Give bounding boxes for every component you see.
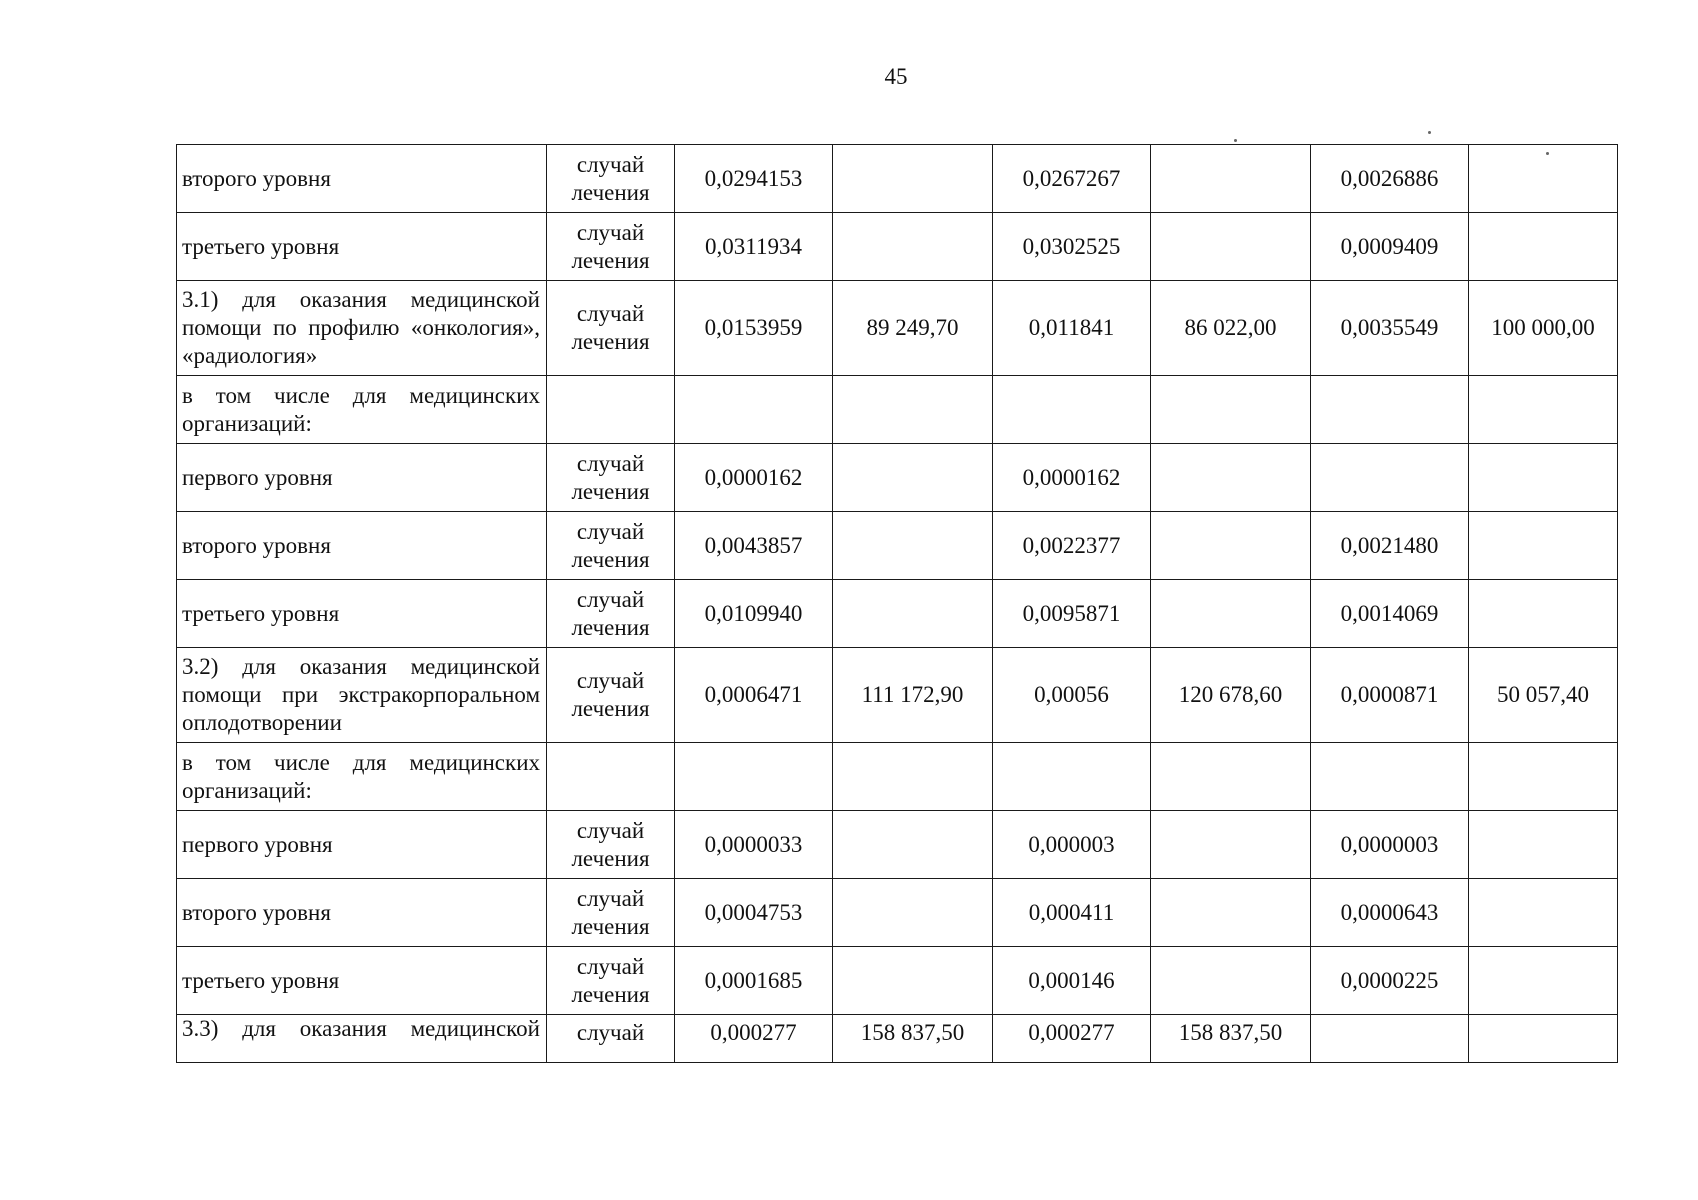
- table-row: [177, 512, 1618, 580]
- value-cell: 0,0043857: [675, 512, 833, 580]
- table-row: [177, 648, 1618, 743]
- value-cell: 0,000411: [993, 879, 1151, 947]
- value-cell: 0,0035549: [1311, 281, 1469, 376]
- value-cell: [1469, 145, 1618, 213]
- row-label: 3.2) для оказания медицинской помощи при экстракорпоральном оплодотворении: [177, 648, 547, 743]
- unit-cell: [547, 376, 675, 444]
- value-cell: [1469, 376, 1618, 444]
- value-cell: 0,0267267: [993, 145, 1151, 213]
- row-label: третьего уровня: [177, 213, 547, 281]
- value-cell: [833, 580, 993, 648]
- value-cell: [1151, 444, 1311, 512]
- value-cell: 0,0026886: [1311, 145, 1469, 213]
- value-cell: 0,0000225: [1311, 947, 1469, 1015]
- page-number: 45: [884, 64, 908, 89]
- row-label: первого уровня: [177, 811, 547, 879]
- unit-cell: случай лечения: [547, 281, 675, 376]
- value-cell: [1469, 1015, 1618, 1063]
- value-cell: [833, 811, 993, 879]
- unit-cell: [547, 743, 675, 811]
- unit-cell: случай лечения: [547, 648, 675, 743]
- value-cell: [833, 145, 993, 213]
- row-label: второго уровня: [177, 145, 547, 213]
- value-cell: [1469, 213, 1618, 281]
- value-cell: 0,0302525: [993, 213, 1151, 281]
- value-cell: [1151, 580, 1311, 648]
- table-row: [177, 444, 1618, 512]
- value-cell: [833, 947, 993, 1015]
- table-row: [177, 1015, 1618, 1063]
- row-label: 3.1) для оказания медицинской помощи по профилю «онкология», «радиология»: [177, 281, 547, 376]
- value-cell: 0,0004753: [675, 879, 833, 947]
- value-cell: 89 249,70: [833, 281, 993, 376]
- value-cell: 100 000,00: [1469, 281, 1618, 376]
- value-cell: [1311, 444, 1469, 512]
- value-cell: [1151, 376, 1311, 444]
- unit-cell: случай лечения: [547, 145, 675, 213]
- value-cell: [833, 444, 993, 512]
- unit-cell: случай лечения: [547, 512, 675, 580]
- value-cell: 0,0311934: [675, 213, 833, 281]
- value-cell: [675, 376, 833, 444]
- table-row: [177, 145, 1618, 213]
- table-row: [177, 811, 1618, 879]
- value-cell: [1151, 145, 1311, 213]
- value-cell: [1311, 1015, 1469, 1063]
- value-cell: [1151, 213, 1311, 281]
- value-cell: 120 678,60: [1151, 648, 1311, 743]
- unit-cell: случай лечения: [547, 947, 675, 1015]
- value-cell: [1151, 947, 1311, 1015]
- value-cell: [833, 512, 993, 580]
- table-row: [177, 947, 1618, 1015]
- value-cell: [1469, 947, 1618, 1015]
- value-cell: 0,0000003: [1311, 811, 1469, 879]
- value-cell: 0,0001685: [675, 947, 833, 1015]
- scan-speck: [1234, 139, 1237, 142]
- value-cell: 86 022,00: [1151, 281, 1311, 376]
- value-cell: 0,0095871: [993, 580, 1151, 648]
- value-cell: [1469, 811, 1618, 879]
- value-cell: [833, 213, 993, 281]
- value-cell: 0,0000033: [675, 811, 833, 879]
- unit-cell: случай лечения: [547, 811, 675, 879]
- value-cell: 0,000146: [993, 947, 1151, 1015]
- value-cell: 0,0022377: [993, 512, 1151, 580]
- table-row: [177, 281, 1618, 376]
- scan-speck: [1428, 131, 1431, 134]
- value-cell: 0,0294153: [675, 145, 833, 213]
- value-cell: [1469, 580, 1618, 648]
- row-label: в том числе для медицинских организаций:: [177, 743, 547, 811]
- value-cell: [1469, 879, 1618, 947]
- value-cell: 158 837,50: [1151, 1015, 1311, 1063]
- row-label: третьего уровня: [177, 947, 547, 1015]
- value-cell: 0,0109940: [675, 580, 833, 648]
- unit-cell: случай: [547, 1015, 675, 1063]
- value-cell: 158 837,50: [833, 1015, 993, 1063]
- value-cell: [675, 743, 833, 811]
- value-cell: [993, 376, 1151, 444]
- value-cell: [1151, 811, 1311, 879]
- unit-cell: случай лечения: [547, 879, 675, 947]
- unit-cell: случай лечения: [547, 213, 675, 281]
- value-cell: 0,0006471: [675, 648, 833, 743]
- value-cell: 0,0014069: [1311, 580, 1469, 648]
- row-label: третьего уровня: [177, 580, 547, 648]
- row-label: в том числе для медицинских организаций:: [177, 376, 547, 444]
- table-row: [177, 879, 1618, 947]
- value-cell: 0,0000643: [1311, 879, 1469, 947]
- value-cell: 50 057,40: [1469, 648, 1618, 743]
- row-label: второго уровня: [177, 879, 547, 947]
- value-cell: [1151, 512, 1311, 580]
- unit-cell: случай лечения: [547, 580, 675, 648]
- value-cell: 0,0009409: [1311, 213, 1469, 281]
- value-cell: 0,0000162: [993, 444, 1151, 512]
- value-cell: 0,000277: [675, 1015, 833, 1063]
- value-cell: [993, 743, 1151, 811]
- value-cell: 0,0153959: [675, 281, 833, 376]
- value-cell: 0,000277: [993, 1015, 1151, 1063]
- value-cell: 0,0000162: [675, 444, 833, 512]
- value-cell: [833, 879, 993, 947]
- row-label: 3.3) для оказания медицинской: [177, 1015, 547, 1063]
- value-cell: [1151, 743, 1311, 811]
- value-cell: 0,011841: [993, 281, 1151, 376]
- row-label: второго уровня: [177, 512, 547, 580]
- table-row: [177, 213, 1618, 281]
- table-row: [177, 580, 1618, 648]
- value-cell: 0,00056: [993, 648, 1151, 743]
- value-cell: [833, 743, 993, 811]
- table-row: [177, 743, 1618, 811]
- value-cell: [1311, 376, 1469, 444]
- value-cell: [833, 376, 993, 444]
- value-cell: [1151, 879, 1311, 947]
- value-cell: [1469, 444, 1618, 512]
- data-table: [176, 144, 1618, 1063]
- scan-speck: [1546, 152, 1549, 155]
- unit-cell: случай лечения: [547, 444, 675, 512]
- table-row: [177, 376, 1618, 444]
- value-cell: 0,0021480: [1311, 512, 1469, 580]
- value-cell: [1311, 743, 1469, 811]
- value-cell: 0,000003: [993, 811, 1151, 879]
- value-cell: 111 172,90: [833, 648, 993, 743]
- value-cell: [1469, 512, 1618, 580]
- value-cell: [1469, 743, 1618, 811]
- row-label: первого уровня: [177, 444, 547, 512]
- value-cell: 0,0000871: [1311, 648, 1469, 743]
